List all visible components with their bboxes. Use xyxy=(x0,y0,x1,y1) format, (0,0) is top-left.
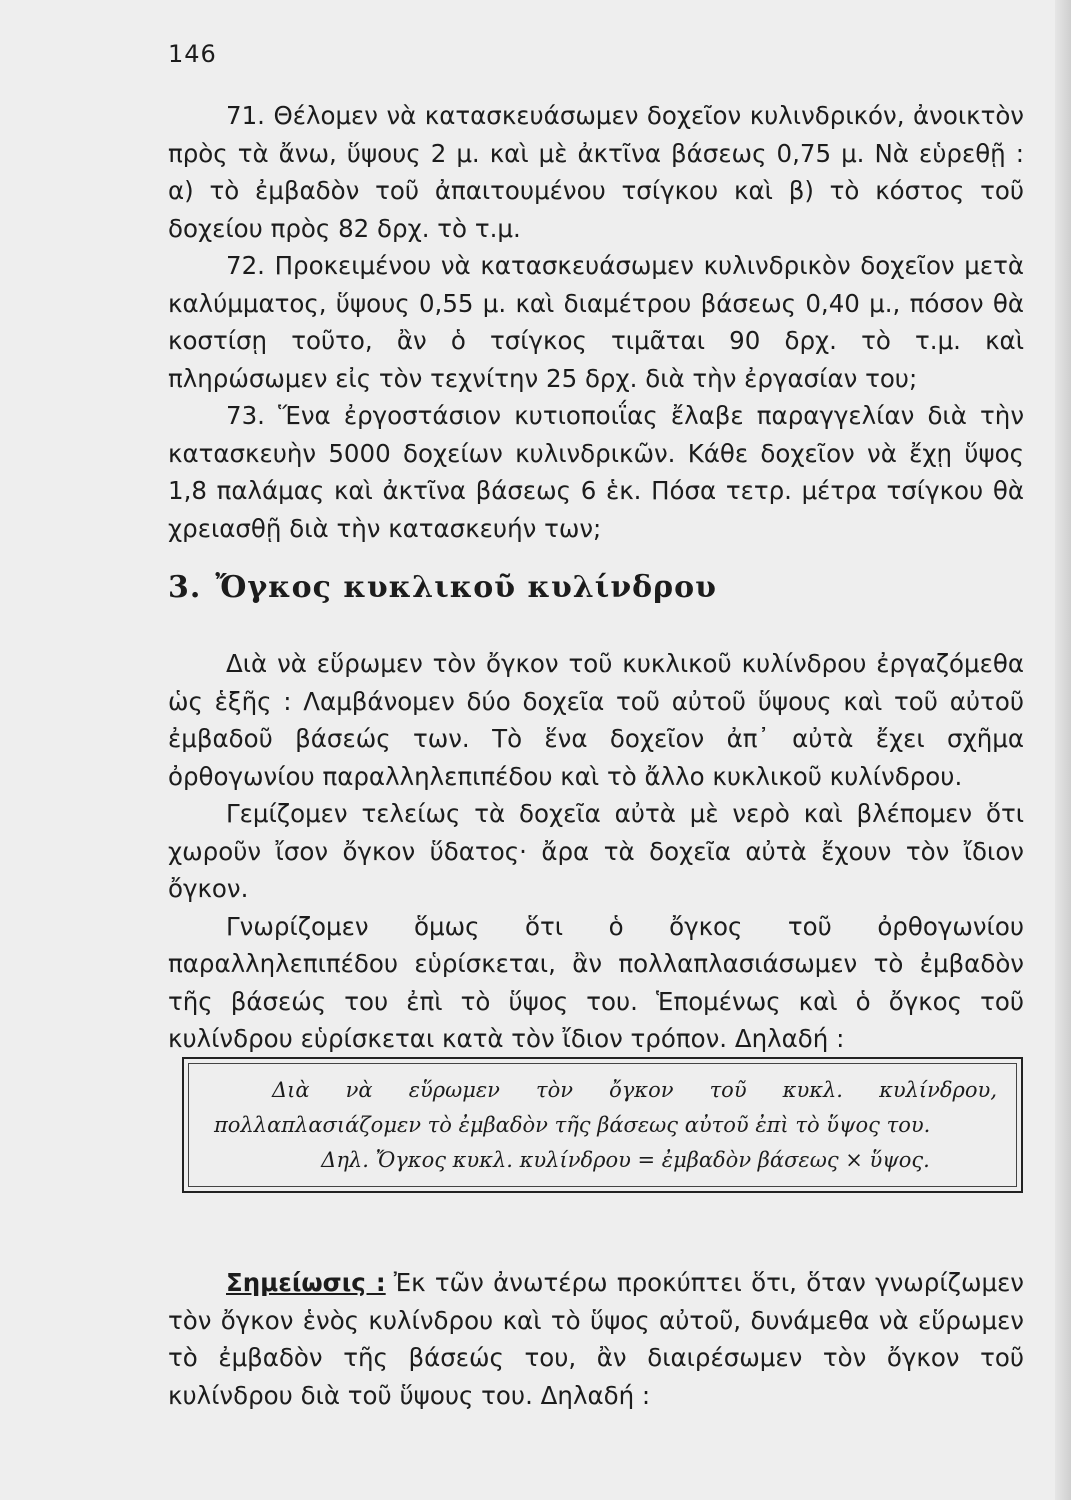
rule-statement: Διὰ νὰ εὕρωμεν τὸν ὄγκον τοῦ κυκλ. κυλίνδρου, πολλαπλασιάζομεν τὸ ἐμβαδὸν τῆς βάσεως αὐτοῦ ἐπὶ τὸ ὕψος του. xyxy=(214,1078,997,1137)
note-block xyxy=(168,1264,1024,1414)
rule-formula: Δηλ. Ὄγκος κυκλ. κυλίνδρου = ἐμβαδὸν βάσεως × ὕψος. xyxy=(321,1148,930,1172)
section-title: Ὄγκος κυκλικοῦ κυλίνδρου xyxy=(215,570,717,605)
exercise-72: 72. Προκειμένου νὰ κατασκευάσωμεν κυλινδρικὸν δοχεῖον μετὰ καλύμματος, ὕψους 0,55 μ. καὶ διαμέτρου βάσεως 0,40 μ., πόσον θὰ κοστίσῃ τοῦτο, ἂν ὁ τσίγκος τιμᾶται 90 δρχ. τὸ τ.μ. καὶ πληρώσωμεν εἰς τὸν τεχνίτην 25 δρχ. διὰ τὴν ἐργασίαν του; xyxy=(168,251,1024,393)
note-paragraph xyxy=(168,1264,1024,1414)
page-edge-shadow xyxy=(1055,0,1071,1500)
rule-text xyxy=(214,1073,997,1178)
page-number: 146 xyxy=(168,40,217,68)
body-paragraph: Διὰ νὰ εὕρωμεν τὸν ὄγκον τοῦ κυκλικοῦ κυλίνδρου ἐργαζόμεθα ὡς ἑξῆς : Λαμβάνομεν δύο δοχεῖα τοῦ αὐτοῦ ὕψους καὶ τοῦ αὐτοῦ ἐμβαδοῦ βάσεώς των. Τὸ ἕνα δοχεῖον ἀπ᾽ αὐτὰ ἔχει σχῆμα ὀρθογωνίου παραλληλεπιπέδου καὶ τὸ ἄλλο κυκλικοῦ κυλίνδρου. xyxy=(168,649,1024,791)
note-label: Σημείωσις : xyxy=(226,1268,386,1297)
section-body xyxy=(168,645,1024,1058)
section-heading xyxy=(168,570,717,605)
exercise-list xyxy=(168,97,1024,547)
body-paragraph: Γνωρίζομεν ὅμως ὅτι ὁ ὄγκος τοῦ ὀρθογωνίου παραλληλεπιπέδου εὑρίσκεται, ἂν πολλαπλασιάσωμεν τὸ ἐμβαδὸν τῆς βάσεώς του ἐπὶ τὸ ὕψος του. Ἑπομένως καὶ ὁ ὄγκος τοῦ κυλίνδρου εὑρίσκεται κατὰ τὸν ἴδιον τρόπον. Δηλαδή : xyxy=(168,911,1024,1053)
exercise-71: 71. Θέλομεν νὰ κατασκευάσωμεν δοχεῖον κυλινδρικόν, ἀνοικτὸν πρὸς τὰ ἄνω, ὕψους 2 μ. καὶ μὲ ἀκτῖνα βάσεως 0,75 μ. Νὰ εὑρεθῇ : α) τὸ ἐμβαδὸν τοῦ ἀπαιτουμένου τσίγκου καὶ β) τὸ κόστος τοῦ δοχείου πρὸς 82 δρχ. τὸ τ.μ. xyxy=(168,101,1024,243)
exercise-73: 73. Ἕνα ἐργοστάσιον κυτιοποιΐας ἔλαβε παραγγελίαν διὰ τὴν κατασκευὴν 5000 δοχείων κυλινδρικῶν. Κάθε δοχεῖον νὰ ἔχῃ ὕψος 1,8 παλάμας καὶ ἀκτῖνα βάσεως 6 ἑκ. Πόσα τετρ. μέτρα τσίγκου θὰ χρειασθῇ διὰ τὴν κατασκευήν των; xyxy=(168,401,1024,543)
body-paragraph: Γεμίζομεν τελείως τὰ δοχεῖα αὐτὰ μὲ νερὸ καὶ βλέπομεν ὅτι χωροῦν ἴσον ὄγκον ὕδατος· ἄρα τὰ δοχεῖα αὐτὰ ἔχουν τὸν ἴδιον ὄγκον. xyxy=(168,799,1024,903)
rule-box xyxy=(182,1057,1023,1193)
note-text: Ἐκ τῶν ἀνωτέρω προκύπτει ὅτι, ὅταν γνωρίζωμεν τὸν ὄγκον ἑνὸς κυλίνδρου καὶ τὸ ὕψος αὐτοῦ, δυνάμεθα νὰ εὕρωμεν τὸ ἐμβαδὸν τῆς βάσεώς του, ἂν διαιρέσωμεν τὸν ὄγκον τοῦ κυλίνδρου διὰ τοῦ ὕψους του. Δηλαδή : xyxy=(168,1268,1024,1410)
section-number: 3. xyxy=(168,570,202,605)
